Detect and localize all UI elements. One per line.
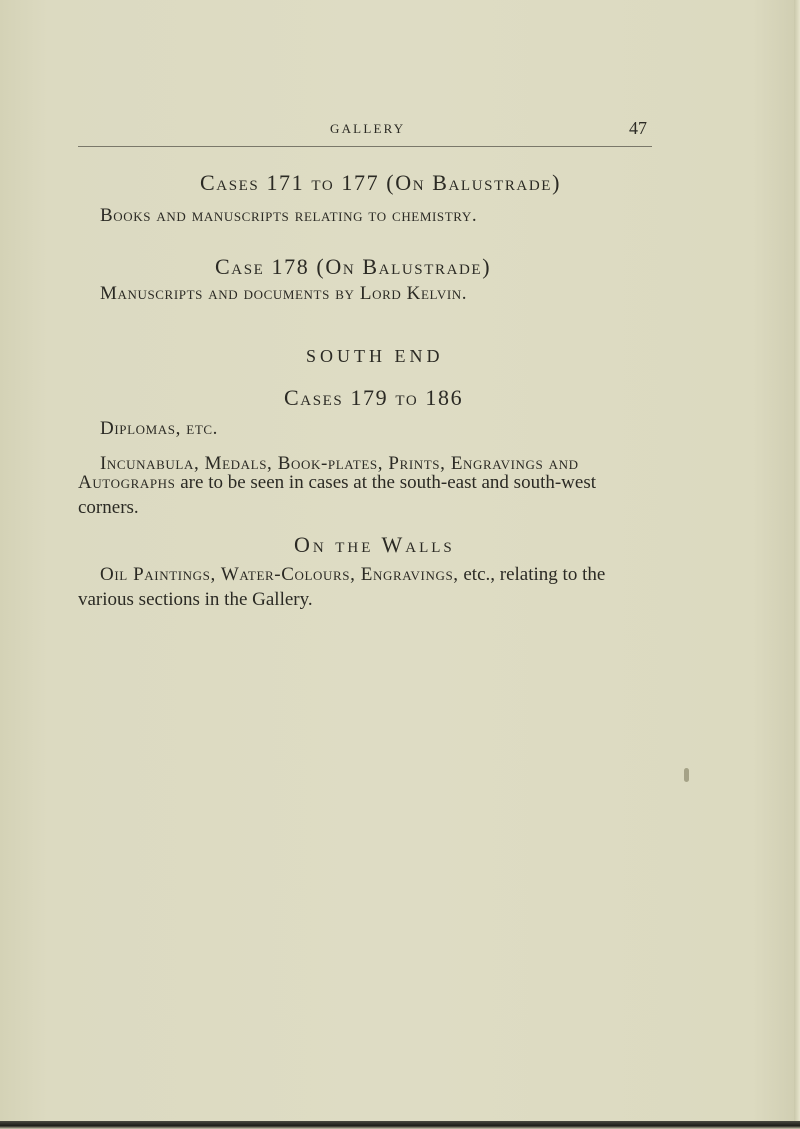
walls-line-1-text: etc., relating to the [458,564,606,585]
page-stain [684,768,689,782]
walls-line-1 [100,564,605,586]
south-end-title: SOUTH END [306,346,444,366]
page-bottom-edge [0,1121,800,1129]
cases-171-177-heading: Cases 171 to 177 (On Balustrade) [200,170,561,195]
case-178-description: Manuscripts and documents by Lord Kelvin. [100,283,468,304]
on-the-walls-heading: On the Walls [294,532,455,557]
incunabula-line-3: corners. [78,497,139,518]
autographs-label: Autographs [78,472,176,493]
case-178-heading: Case 178 (On Balustrade) [215,254,492,279]
incunabula-line-1: Incunabula, Medals, Book-plates, Prints, Engravings and [100,453,579,474]
diplomas-entry [100,418,218,440]
cases-179-186-heading: Cases 179 to 186 [284,385,464,410]
page-right-edge [794,0,800,1129]
page-number: 47 [629,118,647,138]
incunabula-line-2-text: are to be seen in cases at the south-east and south-west [175,472,597,493]
diplomas-text: Diplomas, etc. [100,418,218,439]
walls-line-1-small-caps: Oil Paintings, Water-Colours, Engravings, [100,564,459,585]
incunabula-line-2 [78,472,596,494]
running-title: GALLERY [330,121,406,136]
cases-171-177-description: Books and manuscripts relating to chemistry. [100,205,478,226]
walls-line-2: various sections in the Gallery. [78,589,313,610]
header-rule [78,146,652,147]
